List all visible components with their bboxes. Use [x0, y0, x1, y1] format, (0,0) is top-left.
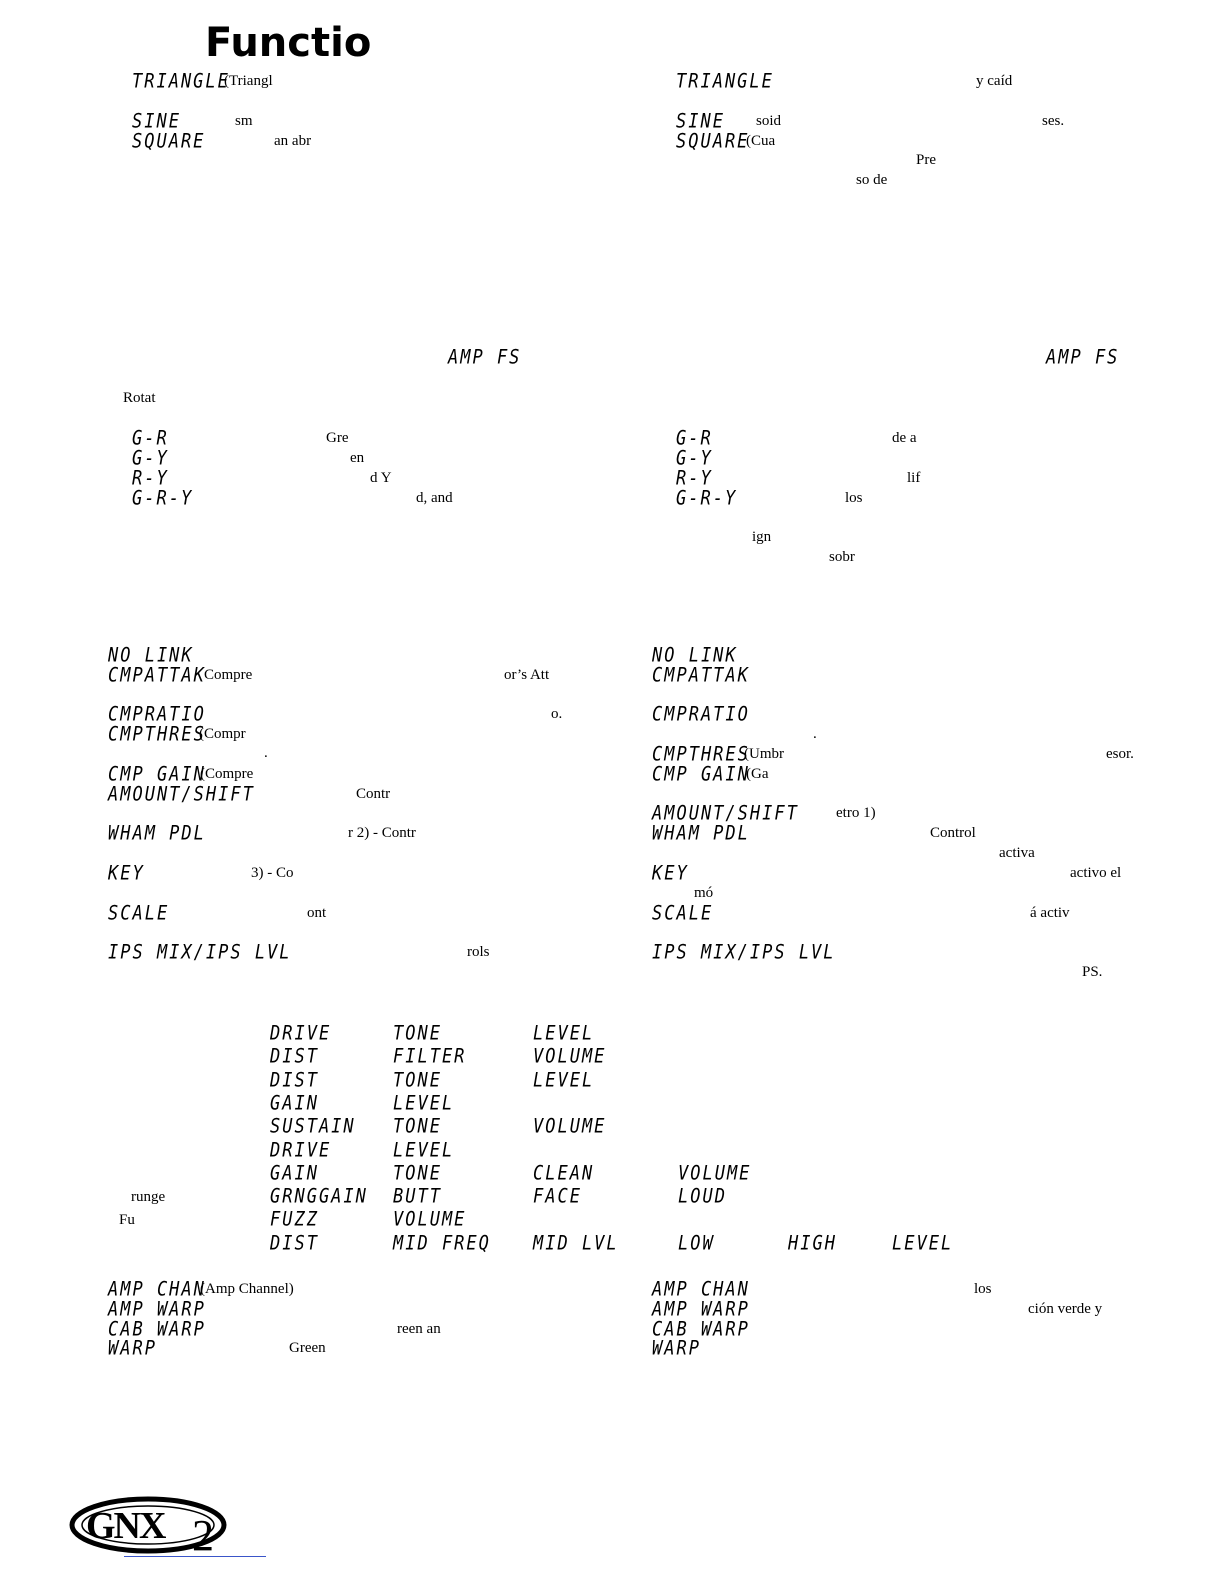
footer-rule	[124, 1556, 266, 1557]
lcd-label: WARP	[652, 1337, 701, 1360]
lcd-label: WHAM PDL	[652, 822, 750, 845]
lcd-label: G-Y	[676, 447, 713, 470]
body-text: los	[845, 490, 863, 506]
table-cell: DIST	[270, 1069, 319, 1092]
lcd-label: TRIANGLE	[132, 70, 230, 93]
table-row-label: runge	[131, 1189, 166, 1205]
table-cell: CLEAN	[533, 1162, 595, 1185]
lcd-label: G-R	[676, 427, 713, 450]
lcd-label: CMP GAIN	[652, 763, 750, 786]
lcd-label: SINE	[132, 110, 181, 133]
lcd-label: R-Y	[132, 467, 169, 490]
body-text: y caíd	[976, 73, 1013, 89]
body-text: soid	[756, 113, 782, 129]
body-text: Green	[289, 1340, 326, 1356]
lcd-label: AMP FS	[448, 346, 522, 369]
table-cell: LEVEL	[892, 1232, 954, 1255]
body-text: Control	[930, 825, 976, 841]
body-text: esor.	[1106, 746, 1134, 762]
lcd-label: NO LINK	[108, 644, 194, 667]
body-text: reen an	[397, 1321, 441, 1337]
lcd-label: SQUARE	[676, 130, 750, 153]
table-cell: LEVEL	[393, 1092, 455, 1115]
lcd-label: SINE	[676, 110, 725, 133]
body-text: rols	[467, 944, 490, 960]
body-text: (Ga	[746, 766, 769, 782]
table-cell: FUZZ	[270, 1208, 319, 1231]
table-cell: VOLUME	[533, 1045, 607, 1068]
body-text: an abr	[274, 133, 312, 149]
table-cell: DIST	[270, 1232, 319, 1255]
lcd-label: AMP WARP	[652, 1298, 750, 1321]
table-cell: TONE	[393, 1162, 442, 1185]
table-cell: VOLUME	[393, 1208, 467, 1231]
body-text: de a	[892, 430, 917, 446]
body-text: activa	[999, 845, 1035, 861]
lcd-label: G-R-Y	[676, 487, 738, 510]
table-cell: LEVEL	[533, 1069, 595, 1092]
lcd-label: NO LINK	[652, 644, 738, 667]
table-row-label: Fu	[119, 1212, 135, 1228]
body-text: ign	[752, 529, 772, 545]
lcd-label: AMOUNT/SHIFT	[108, 783, 255, 806]
body-text: lif	[907, 470, 921, 486]
table-cell: GAIN	[270, 1162, 319, 1185]
lcd-label: CAB WARP	[108, 1318, 206, 1341]
lcd-label: AMP FS	[1046, 346, 1120, 369]
body-text: ont	[307, 905, 327, 921]
table-cell: LOW	[678, 1232, 715, 1255]
body-text: en	[350, 450, 365, 466]
body-text: (Amp Channel)	[200, 1281, 294, 1297]
lcd-label: CMP GAIN	[108, 763, 206, 786]
table-cell: LEVEL	[533, 1022, 595, 1045]
table-cell: DRIVE	[270, 1139, 332, 1162]
body-text: etro 1)	[836, 805, 876, 821]
table-cell: LOUD	[678, 1185, 727, 1208]
body-text: Rotat	[123, 390, 156, 406]
lcd-label: IPS MIX/IPS LVL	[652, 941, 836, 964]
table-cell: TONE	[393, 1022, 442, 1045]
lcd-label: CMPTHRES	[108, 723, 206, 746]
lcd-label: G-R-Y	[132, 487, 194, 510]
body-text: r 2) - Contr	[348, 825, 416, 841]
table-cell: FILTER	[393, 1045, 467, 1068]
table-cell: DRIVE	[270, 1022, 332, 1045]
table-cell: FACE	[533, 1185, 582, 1208]
lcd-label: CMPRATIO	[652, 703, 750, 726]
lcd-label: CMPTHRES	[652, 743, 750, 766]
lcd-label: IPS MIX/IPS LVL	[108, 941, 292, 964]
lcd-label: AMP CHAN	[652, 1278, 750, 1301]
table-cell: MID FREQ	[393, 1232, 491, 1255]
lcd-label: G-Y	[132, 447, 169, 470]
body-text: mó	[694, 885, 714, 901]
table-cell: TONE	[393, 1115, 442, 1138]
body-text: 3) - Co	[251, 865, 294, 881]
body-text: los	[974, 1281, 992, 1297]
table-cell: DIST	[270, 1045, 319, 1068]
svg-text:GNX: GNX	[86, 1505, 165, 1547]
body-text: d Y	[370, 470, 392, 486]
lcd-label: CMPATTAK	[108, 664, 206, 687]
lcd-label: TRIANGLE	[676, 70, 774, 93]
body-text: (Triangl	[224, 73, 273, 89]
body-text: (Compr	[199, 726, 246, 742]
lcd-label: CMPRATIO	[108, 703, 206, 726]
svg-text:2: 2	[192, 1511, 214, 1556]
lcd-label: AMP CHAN	[108, 1278, 206, 1301]
body-text: so de	[856, 172, 888, 188]
body-text: (Compre	[200, 766, 254, 782]
lcd-label: WHAM PDL	[108, 822, 206, 845]
table-cell: BUTT	[393, 1185, 442, 1208]
lcd-label: KEY	[652, 862, 689, 885]
body-text: ses.	[1042, 113, 1065, 129]
table-cell: LEVEL	[393, 1139, 455, 1162]
table-cell: GAIN	[270, 1092, 319, 1115]
table-cell: VOLUME	[533, 1115, 607, 1138]
gnx2-logo	[68, 1494, 238, 1556]
lcd-label: AMOUNT/SHIFT	[652, 802, 799, 825]
body-text: .	[813, 726, 817, 742]
body-text: d, and	[416, 490, 453, 506]
body-text: Pre	[916, 152, 936, 168]
lcd-label: AMP WARP	[108, 1298, 206, 1321]
body-text: (Cua	[746, 133, 776, 149]
body-text: activo el	[1070, 865, 1122, 881]
body-text: o.	[551, 706, 563, 722]
table-cell: GRNGGAIN	[270, 1185, 368, 1208]
lcd-label: KEY	[108, 862, 145, 885]
lcd-label: SQUARE	[132, 130, 206, 153]
lcd-label: G-R	[132, 427, 169, 450]
table-cell: VOLUME	[678, 1162, 752, 1185]
body-text: Contr	[356, 786, 391, 802]
lcd-label: WARP	[108, 1337, 157, 1360]
lcd-label: CMPATTAK	[652, 664, 750, 687]
body-text: sobr	[829, 549, 855, 565]
body-text: .	[264, 745, 268, 761]
body-text: Gre	[326, 430, 349, 446]
body-text: ción verde y	[1028, 1301, 1103, 1317]
lcd-label: R-Y	[676, 467, 713, 490]
body-text: Compre	[204, 667, 253, 683]
lcd-label: SCALE	[108, 902, 170, 925]
body-text: (Umbr	[744, 746, 784, 762]
body-text: PS.	[1082, 964, 1103, 980]
body-text: sm	[235, 113, 253, 129]
body-text: á activ	[1030, 905, 1070, 921]
lcd-label: SCALE	[652, 902, 714, 925]
lcd-label: CAB WARP	[652, 1318, 750, 1341]
page-title: Functio	[205, 20, 372, 66]
body-text: or’s Att	[504, 667, 550, 683]
table-cell: TONE	[393, 1069, 442, 1092]
table-cell: HIGH	[788, 1232, 837, 1255]
table-cell: SUSTAIN	[270, 1115, 356, 1138]
table-cell: MID LVL	[533, 1232, 619, 1255]
